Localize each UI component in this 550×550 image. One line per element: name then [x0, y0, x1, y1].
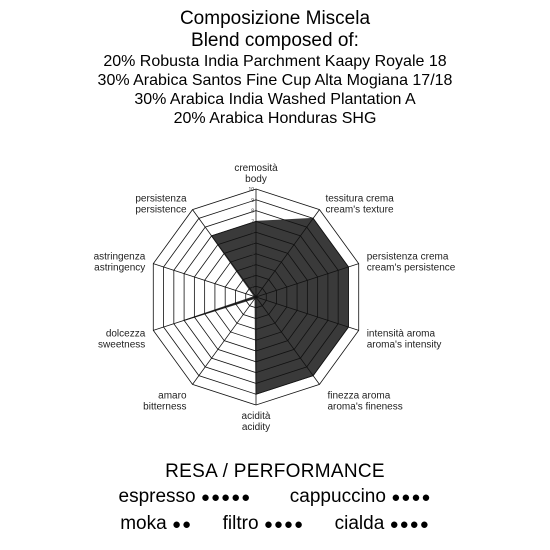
scale-tick-label: 5	[251, 241, 254, 247]
axis-label-en: aroma's fineness	[327, 401, 403, 413]
axis-label-it: amaro	[158, 390, 187, 402]
performance-title: RESA / PERFORMANCE	[165, 461, 385, 482]
axis-label-en: aroma's intensity	[366, 339, 442, 351]
scale-tick-label: 7	[251, 219, 254, 226]
scale-tick-label: 8	[251, 208, 254, 215]
scale-tick-label: 1	[251, 284, 254, 291]
axis-label-it: astringenza	[93, 251, 146, 263]
performance-name-filtro: filtro	[222, 513, 259, 534]
performance-section	[0, 460, 550, 538]
scale-tick-label: 4	[251, 251, 254, 258]
performance-dots-moka: ●●	[171, 516, 193, 533]
blend-component: 20% Arabica Honduras SHG	[173, 110, 377, 127]
grid-spoke	[193, 297, 256, 384]
scale-tick-label: 3	[251, 262, 254, 269]
blend-component: 30% Arabica Santos Fine Cup Alta Mogiana 17/18	[97, 72, 453, 89]
performance-name-cappuccino: cappuccino	[289, 486, 386, 507]
performance-dots-filtro: ●●●●	[263, 516, 305, 533]
axis-label-it: finezza aroma	[327, 390, 391, 402]
axis-label-en: cream's persistence	[366, 262, 456, 274]
scale-tick-label: 2	[251, 273, 254, 280]
performance-name-moka: moka	[120, 513, 167, 534]
performance-dots-cappuccino: ●●●●	[391, 489, 432, 506]
performance-row	[0, 484, 550, 511]
axis-label-en: astringency	[94, 262, 146, 274]
performance-dots-espresso: ●●●●●	[200, 489, 252, 506]
axis-label-it: persistenza crema	[366, 251, 449, 263]
axis-label-it: dolcezza	[105, 328, 146, 340]
scale-tick-label: 10	[248, 187, 254, 193]
axis-label-en: acidity	[241, 422, 271, 433]
axis-label-it: persistenza	[135, 193, 187, 205]
axis-label-en: persistence	[135, 204, 187, 216]
scale-tick-label: 6	[251, 230, 254, 237]
performance-name-espresso: espresso	[118, 486, 196, 507]
radar-chart	[0, 160, 550, 440]
performance-name-cialda: cialda	[334, 513, 385, 534]
blend-title: Composizione Miscela	[179, 8, 371, 29]
blend-header	[0, 8, 550, 128]
axis-label-en: bitterness	[143, 401, 187, 413]
performance-dots-cialda: ●●●●	[389, 516, 430, 533]
axis-label-en: sweetness	[98, 339, 146, 351]
blend-component: 30% Arabica India Washed Plantation A	[134, 91, 416, 108]
blend-subtitle: Blend composed of:	[191, 30, 359, 51]
axis-label-en: body	[245, 174, 267, 185]
axis-label-it: acidità	[241, 411, 271, 422]
axis-label-en: cream's texture	[325, 204, 394, 216]
axis-label-it: tessitura crema	[325, 193, 394, 205]
axis-label-it: intensità aroma	[366, 328, 436, 340]
performance-row	[0, 511, 550, 538]
axis-label-it: cremosità	[234, 163, 278, 174]
scale-tick-label: 9	[251, 197, 254, 204]
blend-component: 20% Robusta India Parchment Kaapy Royale 18	[103, 53, 447, 70]
